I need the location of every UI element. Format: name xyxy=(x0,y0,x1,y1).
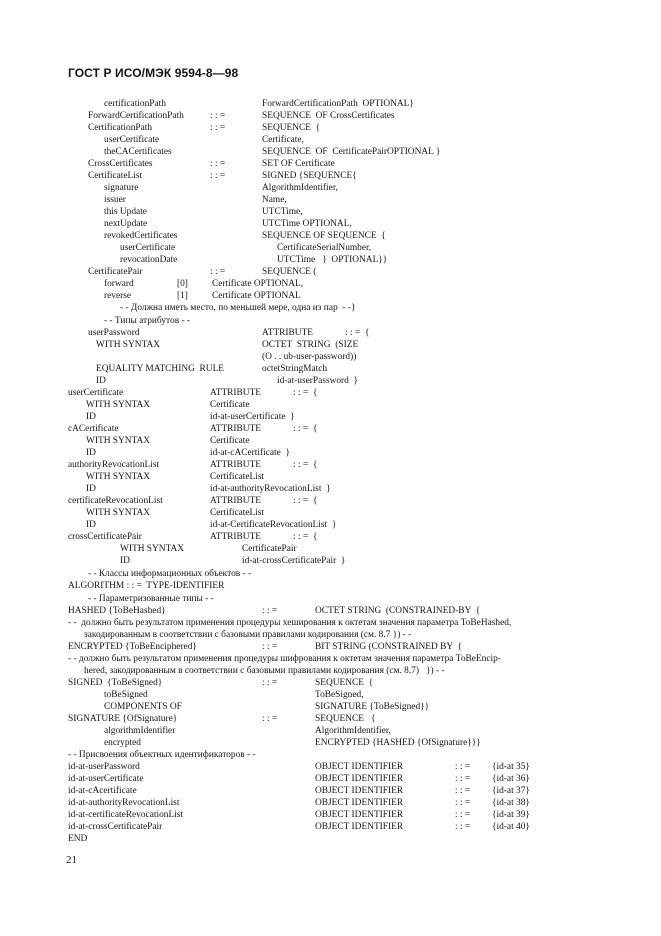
code-token: EQUALITY MATCHING RULE xyxy=(96,364,225,374)
code-token: UTCTime } OPTIONAL}} xyxy=(277,255,388,265)
code-token: : : = xyxy=(210,111,226,121)
code-token: OBJECT IDENTIFIER xyxy=(315,774,404,784)
code-token: {id-at 40} xyxy=(492,822,530,832)
code-token: : : = xyxy=(455,762,471,772)
code-token: WITH SYNTAX xyxy=(86,508,151,518)
code-token: nextUpdate xyxy=(104,219,148,229)
code-token: OBJECT IDENTIFIER xyxy=(315,810,404,820)
code-token: : : = xyxy=(210,267,226,277)
code-line xyxy=(0,266,661,278)
code-token: ATTRIBUTE xyxy=(210,424,262,434)
code-line xyxy=(0,495,661,507)
code-line xyxy=(0,701,661,713)
code-token: SIGNATURE {OfSignature} xyxy=(68,714,178,724)
code-token: userCertificate xyxy=(68,388,124,398)
code-token: - - должно быть результатом применения процедуры хеширования к октетам значения параметра ToBeHashed, xyxy=(68,618,512,628)
code-line xyxy=(0,218,661,230)
code-token: : : = { xyxy=(345,328,370,338)
code-line xyxy=(0,785,661,797)
code-line xyxy=(0,665,661,677)
code-token: : : = xyxy=(210,159,226,169)
code-token: ENCRYPTED {HASHED {OfSignature}}} xyxy=(315,738,481,748)
code-token: : : = xyxy=(455,786,471,796)
code-token: UTCTime OPTIONAL, xyxy=(262,219,352,229)
code-token: {id-at 36} xyxy=(492,774,530,784)
code-line xyxy=(0,230,661,242)
code-line xyxy=(0,605,661,617)
code-line xyxy=(0,459,661,471)
code-token: id-at-authorityRevocationList xyxy=(68,798,180,808)
code-token: : : = xyxy=(262,606,278,616)
code-line xyxy=(0,302,661,314)
code-token: SET OF Certificate xyxy=(262,159,335,169)
code-token: theCACertificates xyxy=(104,147,172,157)
code-token: id-at-cACertificate } xyxy=(210,448,290,458)
code-line xyxy=(0,773,661,785)
code-line xyxy=(0,206,661,218)
code-token: : : = { xyxy=(293,388,318,398)
code-line xyxy=(0,423,661,435)
code-token: : : = xyxy=(210,123,226,133)
code-line xyxy=(0,399,661,411)
code-token: {id-at 35} xyxy=(492,762,530,772)
code-line xyxy=(0,170,661,182)
code-token: SEQUENCE { xyxy=(315,714,376,724)
code-token: id-at-userPassword xyxy=(68,762,140,772)
code-token: SEQUENCE OF SEQUENCE { xyxy=(262,231,386,241)
code-line xyxy=(0,677,661,689)
code-line xyxy=(0,339,661,351)
code-line xyxy=(0,278,661,290)
code-token: authorityRevocationList xyxy=(68,460,160,470)
code-token: - - Параметризованные типы - - xyxy=(88,594,214,604)
code-token: - - Должна иметь место, по меньшей мере, одна из пар - -} xyxy=(120,303,356,313)
code-token: OBJECT IDENTIFIER xyxy=(315,762,404,772)
code-token: ID xyxy=(86,412,96,422)
code-line xyxy=(0,737,661,749)
code-token: : : = xyxy=(455,822,471,832)
code-token: SEQUENCE OF CertificatePairOPTIONAL } xyxy=(262,147,441,157)
code-token: : : = xyxy=(262,678,278,688)
code-token: CrossCertificates xyxy=(88,159,153,169)
code-token: ID xyxy=(86,448,96,458)
code-token: : : = { xyxy=(293,532,318,542)
code-token: закодированным в соответствии с базовыми правилами кодирования (см. 8.7 }) - - xyxy=(84,630,412,640)
code-line xyxy=(0,809,661,821)
code-token: issuer xyxy=(104,195,126,205)
code-token: - - Типы атрибутов - - xyxy=(104,316,191,326)
code-token: id-at-userCertificate xyxy=(68,774,144,784)
code-line xyxy=(0,833,661,845)
code-token: ID xyxy=(120,556,130,566)
code-token: ENCRYPTED {ToBeEnciphered} xyxy=(68,642,197,652)
code-token: {id-at 38} xyxy=(492,798,530,808)
code-line xyxy=(0,471,661,483)
code-token: COMPONENTS OF xyxy=(104,702,182,712)
code-token: encrypted xyxy=(104,738,141,748)
code-token: OBJECT IDENTIFIER xyxy=(315,798,404,808)
code-line xyxy=(0,411,661,423)
code-line xyxy=(0,254,661,266)
code-token: : : = { xyxy=(293,496,318,506)
code-token: Name, xyxy=(262,195,287,205)
code-token: id-at-cAcertificate xyxy=(68,786,137,796)
code-token: hered, закодированным в соответствии с базовыми правилами кодирования (см. 8.7) }) - - xyxy=(84,666,445,676)
code-token: ID xyxy=(86,484,96,494)
code-token: ForwardCertificationPath OPTIONAL} xyxy=(262,99,414,109)
code-line xyxy=(0,290,661,302)
code-line xyxy=(0,617,661,629)
code-token: SIGNED {SEQUENCE{ xyxy=(262,171,357,181)
code-line xyxy=(0,158,661,170)
code-token: SEQUENCE { xyxy=(262,123,321,133)
code-line xyxy=(0,531,661,543)
code-token: : : = { xyxy=(293,460,318,470)
code-token: CertificatePair xyxy=(242,544,297,554)
code-line xyxy=(0,98,661,110)
code-line xyxy=(0,351,661,363)
code-token: CertificateList xyxy=(210,508,265,518)
code-token: SEQUENCE ( xyxy=(262,267,317,277)
code-token: OBJECT IDENTIFIER xyxy=(315,786,404,796)
code-token: WITH SYNTAX xyxy=(86,472,151,482)
code-token: octetStringMatch xyxy=(262,364,328,374)
code-line xyxy=(0,375,661,387)
code-token: ATTRIBUTE xyxy=(262,328,314,338)
code-token: ID xyxy=(86,520,96,530)
code-token: id-at-authorityRevocationList } xyxy=(210,484,331,494)
code-line xyxy=(0,519,661,531)
code-token: SIGNATURE {ToBeSigned}} xyxy=(315,702,430,712)
code-line xyxy=(0,483,661,495)
code-token: id-at-crossCertificatePair } xyxy=(242,556,346,566)
code-token: certificateRevocationList xyxy=(68,496,163,506)
code-token: Certificate xyxy=(210,400,250,410)
code-token: {id-at 39} xyxy=(492,810,530,820)
code-token: algorithmIdentifier xyxy=(104,726,176,736)
code-token: this Update xyxy=(104,207,147,217)
code-token: CertificateSerialNumber, xyxy=(277,243,372,253)
code-token: SEQUENCE { xyxy=(315,678,374,688)
code-token: - - Классы информационных объектов - - xyxy=(88,569,252,579)
code-token: [1] xyxy=(177,291,188,301)
code-token: SEQUENCE OF CrossCertificates xyxy=(262,111,395,121)
code-line xyxy=(0,580,661,592)
code-token: revokedCertificates xyxy=(104,231,178,241)
code-token: Certificate xyxy=(210,436,250,446)
code-line xyxy=(0,134,661,146)
code-token: ForwardCertificationPath xyxy=(88,111,184,121)
code-line xyxy=(0,555,661,567)
code-line xyxy=(0,315,661,327)
page-number: 21 xyxy=(66,854,77,866)
code-line xyxy=(0,821,661,833)
code-token: certificationPath xyxy=(104,99,166,109)
code-token: userPassword xyxy=(88,328,140,338)
code-token: CertificateList xyxy=(88,171,143,181)
code-line xyxy=(0,242,661,254)
code-token: Certificate, xyxy=(262,135,304,145)
code-line xyxy=(0,629,661,641)
code-token: : : = xyxy=(210,171,226,181)
code-line xyxy=(0,653,661,665)
code-token: : : = xyxy=(455,810,471,820)
code-line xyxy=(0,641,661,653)
code-line xyxy=(0,568,661,580)
page-header: ГОСТ Р ИСО/МЭК 9594-8—98 xyxy=(68,66,239,80)
code-line xyxy=(0,447,661,459)
code-line xyxy=(0,435,661,447)
code-line xyxy=(0,194,661,206)
code-token: BIT STRING (CONSTRAINED BY { xyxy=(315,642,462,652)
code-line xyxy=(0,797,661,809)
code-token: {id-at 37} xyxy=(492,786,530,796)
code-line xyxy=(0,507,661,519)
code-token: ID xyxy=(96,376,106,386)
code-token: AlgorithmIdentifier, xyxy=(315,726,391,736)
code-token: ATTRIBUTE xyxy=(210,496,262,506)
code-token: CertificationPath xyxy=(88,123,153,133)
code-token: reverse xyxy=(104,291,132,301)
code-token: Certificate OPTIONAL xyxy=(212,291,301,301)
code-token: WITH SYNTAX xyxy=(86,400,151,410)
code-token: (O . . ub-user-password)) xyxy=(262,352,357,362)
code-token: : : = xyxy=(262,714,278,724)
code-line xyxy=(0,725,661,737)
code-token: - - должно быть результатом применения процедуры шифрования к октетам значения параметра ToBeEnciр- xyxy=(68,654,501,664)
code-line xyxy=(0,146,661,158)
code-token: WITH SYNTAX xyxy=(96,340,161,350)
code-token: AlgorithmIdentifier, xyxy=(262,183,338,193)
code-token: CertificatePair xyxy=(88,267,143,277)
code-token: revocationDate xyxy=(120,255,178,265)
code-token: WITH SYNTAX xyxy=(120,544,185,554)
code-line xyxy=(0,327,661,339)
code-line xyxy=(0,387,661,399)
code-line xyxy=(0,363,661,375)
code-token: userCertificate xyxy=(120,243,176,253)
code-token: cACertificate xyxy=(68,424,119,434)
code-token: UTCTime, xyxy=(262,207,303,217)
code-token: - - Присвоения объектных идентификаторов - - xyxy=(68,750,256,760)
code-token: OCTET STRING (CONSTRAINED-BY { xyxy=(315,606,481,616)
code-token: : : = xyxy=(455,774,471,784)
code-token: SIGNED {ToBeSigned} xyxy=(68,678,163,688)
code-line xyxy=(0,543,661,555)
code-token: ALGORITHM : : = TYPE-IDENTIFIER xyxy=(68,581,225,591)
code-token: id-at-userCertificate } xyxy=(210,412,295,422)
code-token: userCertificate xyxy=(104,135,160,145)
code-token: id-at-certificateRevocationList xyxy=(68,810,184,820)
code-token: : : = xyxy=(262,642,278,652)
code-token: forward xyxy=(104,279,134,289)
code-token: WITH SYNTAX xyxy=(86,436,151,446)
code-line xyxy=(0,761,661,773)
code-token: toBeSigned xyxy=(104,690,148,700)
code-token: [0] xyxy=(177,279,188,289)
code-line xyxy=(0,122,661,134)
code-token: ATTRIBUTE xyxy=(210,532,262,542)
code-token: ATTRIBUTE xyxy=(210,388,262,398)
code-token: OBJECT IDENTIFIER xyxy=(315,822,404,832)
code-token: CertificateList xyxy=(210,472,265,482)
code-token: HASHED {ToBeHashed} xyxy=(68,606,166,616)
code-token: : : = { xyxy=(293,424,318,434)
code-token: id-at-CertificateRevocationList } xyxy=(210,520,337,530)
code-token: ToBeSigned, xyxy=(315,690,364,700)
code-token: Certificate OPTIONAL, xyxy=(212,279,304,289)
code-line xyxy=(0,749,661,761)
code-token: id-at-crossCertificatePair xyxy=(68,822,163,832)
code-token: crossCertificatePair xyxy=(68,532,142,542)
code-token: END xyxy=(68,834,88,844)
code-line xyxy=(0,182,661,194)
code-line xyxy=(0,110,661,122)
code-token: signature xyxy=(104,183,139,193)
code-line xyxy=(0,713,661,725)
code-token: id-at-userPassword } xyxy=(277,376,359,386)
code-token: : : = xyxy=(455,798,471,808)
code-token: ATTRIBUTE xyxy=(210,460,262,470)
code-token: OCTET STRING (SIZE xyxy=(262,340,359,350)
code-line xyxy=(0,593,661,605)
code-line xyxy=(0,689,661,701)
